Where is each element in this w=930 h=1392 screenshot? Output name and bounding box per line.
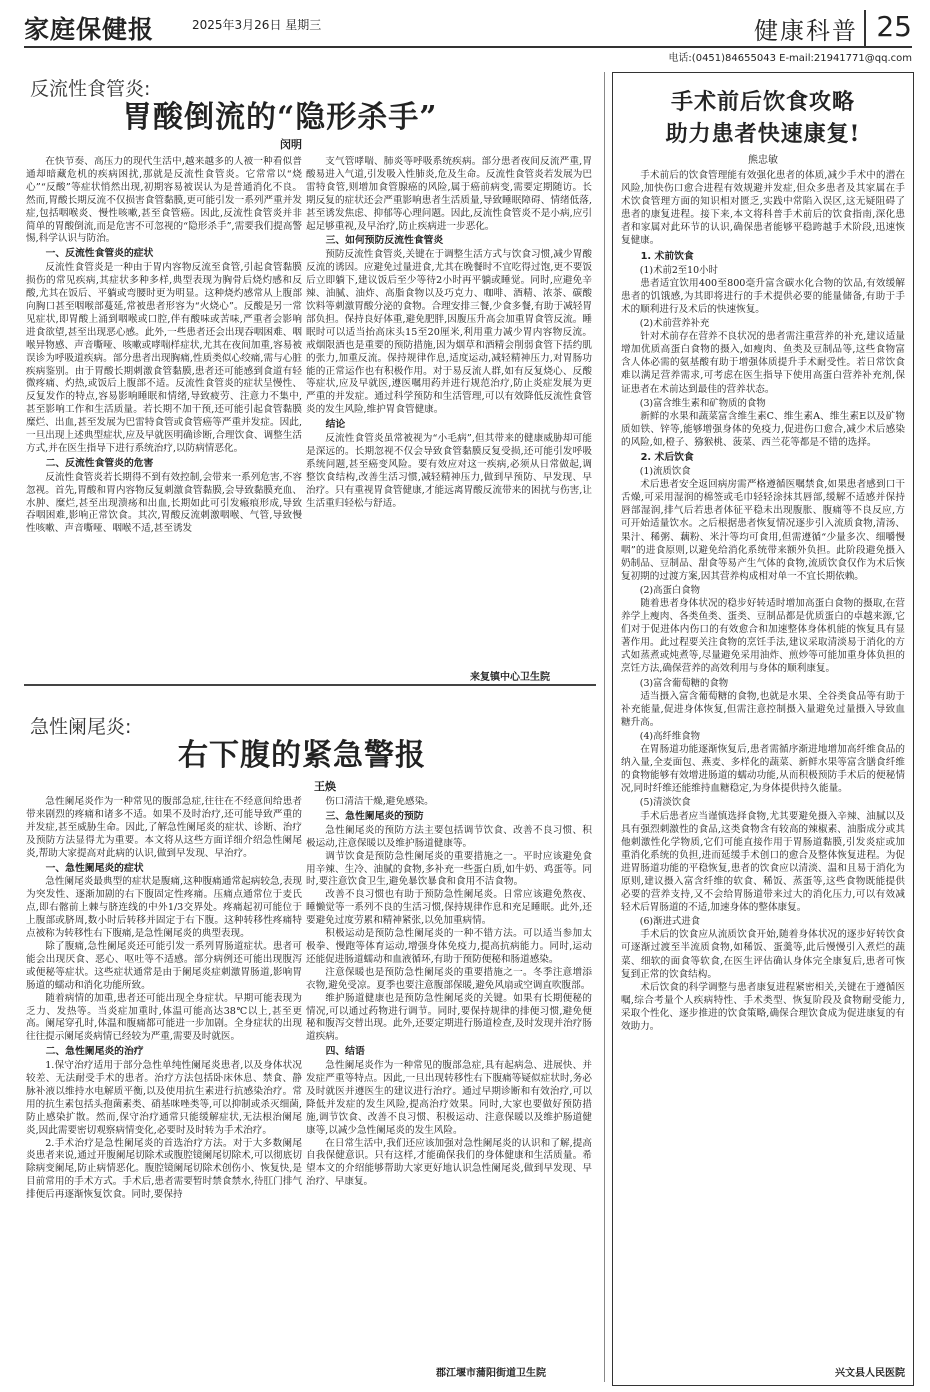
paragraph: 反流性食管炎若长期得不到有效控制,会带来一系列危害,不容忽视。首先,胃酸和胃内容物反复刺激食管黏膜,会导致黏膜充血、水肿、糜烂,甚至出现溃疡和出血,长期如此可引发瘢痕形成,导致吞咽困难,影响正常饮食。其次,胃酸反流刺激咽喉、气管,导致慢性咳嗽、声音嘶哑、咽喉不适,甚至诱发 — [26, 471, 302, 535]
section-heading: 二、急性阑尾炎的治疗 — [45, 1046, 144, 1058]
section-heading: (3)富含葡萄糖的食物 — [639, 677, 729, 689]
contact-info: 电话:(0451)84655043 E-mail:21941771@qq.com — [668, 53, 912, 64]
section-heading: (1)流质饮食 — [639, 466, 691, 478]
article1-column-2 — [306, 156, 592, 662]
article-divider — [24, 684, 596, 686]
paragraph: 在快节奏、高压力的现代生活中,越来越多的人被一种看似普通却暗藏危机的疾病困扰,那就是反流性食管炎。它常常以“烧心”“反酸”等症状悄然出现,初期容易被误认为是普通消化不良。然而,胃酸长期反流不仅损害食管黏膜,更可能引发一系列严重并发症,包括咽喉炎、慢性咳嗽,甚至食管癌。因此,反流性食管炎并非简单的胃酸倒流,而是危害不可忽视的“隐形杀手”,需要我们提高警惕,科学认识与防治。 — [26, 156, 302, 245]
paragraph: 在胃肠道功能逐渐恢复后,患者需循序渐进地增加高纤维食品的纳入量,全麦面包、燕麦、多样化的蔬菜、新鲜水果等富含膳食纤维的食物能够有效增进肠道的蠕动功能,从而积极预防手术后的便秘情况,同时纤维还能维持血糖稳定,为身体提供持久能量。 — [621, 744, 905, 795]
paragraph: 针对术前存在营养不良状况的患者需注重营养的补充,建议适量增加优质高蛋白食物的摄入,如瘦肉、鱼类及豆制品等,这些食物富含人体必需的氨基酸有助于增强体质提升手术耐受性。若日常饮食难以满足营养需求,可考虑在医生指导下使用高蛋白营养补充剂,保证患者在术前达到最佳的营养状态。 — [621, 331, 905, 395]
paragraph: 预防反流性食管炎,关键在于调整生活方式与饮食习惯,减少胃酸反流的诱因。应避免过量进食,尤其在晚餐时不宜吃得过饱,更不要饭后立即躺下,建议饭后至少等待2小时再平躺或睡觉。同时,应避免辛辣、油腻、油炸、高脂食物以及巧克力、咖啡、酒精、浓茶、碳酸饮料等刺激胃酸分泌的食物。合理安排三餐,少食多餐,有助于减轻胃部负担。保持良好体重,避免肥胖,因腹压升高会加重胃食管反流。睡眠时可以适当抬高床头15至20厘米,利用重力减少胃内容物反流。戒烟限酒也是重要的预防措施,因为烟草和酒精会削弱食管下括约肌的张力,加重反流。保持规律作息,适度运动,减轻精神压力,对胃肠功能的正常运作也有积极作用。对于易反流人群,如有反复烧心、反酸等症状,应及早就医,遵医嘱用药并进行规范治疗,防止炎症发展为更严重的并发症。通过科学预防和生活管理,可以有效降低反流性食管炎的发生风险,维护胃食管健康。 — [306, 249, 592, 416]
section-name: 健康科普 — [754, 17, 858, 45]
paragraph: 急性阑尾炎最典型的症状是腹痛,这种腹痛通常起病较急,表现为突发性、逐渐加剧的右下腹固定性疼痛。压痛点通常位于麦氏点,即右髂前上棘与脐连线的中外1/3交界处。疼痛起初可能位于上腹部或脐周,数小时后转移并固定于右下腹。这种转移性疼痛特点被称为转移性右下腹痛,是急性阑尾炎的典型表现。 — [26, 876, 302, 940]
newspaper-name: 家庭保健报 — [24, 15, 155, 44]
section-heading: 三、急性阑尾炎的预防 — [325, 810, 424, 822]
article1-author: 闵明 — [280, 138, 302, 151]
paragraph: 急性阑尾炎作为一种常见的腹部急症,往往在不经意间给患者带来剧烈的疼痛和诸多不适。如果不及时治疗,还可能导致严重的并发症,甚至威胁生命。因此,了解急性阑尾炎的症状、诊断、治疗及预防方法显得尤为重要。本文将从这些方面详细介绍急性阑尾炎,帮助大家提高对此病的认识,做到早发现、早治疗。 — [26, 796, 302, 859]
article2-kicker: 急性阑尾炎: — [30, 716, 132, 738]
paragraph: 手术前后的饮食管理能有效强化患者的体质,减少手术中的潜在风险,加快伤口愈合进程有效规避并发症,但众多患者及其家属在手术饮食管理方面的知识相对匮乏,实践中常陷入误区,这无疑阻碍了患者的康复进程。接下来,本文将科普手术前后的饮食指南,深化患者和家属对此环节的认识,确保患者能够平稳跨越手术阶段,迅速恢复健康。 — [621, 170, 905, 247]
paragraph: 急性阑尾炎作为一种常见的腹部急症,具有起病急、进展快、并发症严重等特点。因此,一旦出现转移性右下腹痛等疑似症状时,务必及时就医并遵医生的建议进行治疗。通过早期诊断和有效治疗,可以降低并发症的发生风险,提高治疗效果。同时,大家也要做好预防措施,调节饮食、改善不良习惯、积极运动、注意保暖以及维护肠道健康等,以减少急性阑尾炎的发生风险。 — [306, 1060, 592, 1136]
paragraph: 手术后患者应当谨慎选择食物,尤其要避免摄入辛辣、油腻以及具有强烈刺激性的食品,这类食物含有较高的辣椒素、油脂成分或其他刺激性化学物质,它们可能直接作用于胃肠道黏膜,引发炎症或加重消化系统的负担,进而延缓手术创口的愈合及整体恢复进程。为促进胃肠道功能的平稳恢复,患者的饮食应以清淡、温和且易于消化为原则,建议摄入富含纤维的软食、稀饭、蒸蛋等,这些食物既能提供必要的营养支持,又不会给胃肠道带来过大的消化压力,可以有效减轻术后胃肠道的不适,加速身体的整体康复。 — [621, 810, 905, 914]
paragraph: 手术后的饮食应从流质饮食开始,随着身体状况的逐步好转饮食可逐渐过渡至半流质食物,如稀饭、蛋羹等,此后慢慢引入煮烂的蔬菜、细软的面食等软食,在医生评估确认身体完全康复后,患者可恢复到正常的饮食结构。 — [621, 929, 905, 980]
section-heading: 二、反流性食管炎的危害 — [45, 457, 154, 469]
date-text: 2025年3月26日 — [192, 18, 282, 32]
paragraph: 反流性食管炎虽常被视为“小毛病”,但其带来的健康威胁却可能是深远的。长期忽视不仅会导致食管黏膜反复受损,还可能引发呼吸系统问题,甚至癌变风险。要有效应对这一疾病,必须从日常做起,调整饮食结构,改善生活习惯,减轻精神压力,做到早预防、早发现、早治疗。只有重视胃食管健康,才能远离胃酸反流带来的困扰与伤害,让生活重归轻松与舒适。 — [306, 433, 592, 509]
paragraph: 改善不良习惯也有助于预防急性阑尾炎。日常应该避免熬夜、睡懒觉等一系列不良的生活习惯,保持规律作息和充足睡眠。此外,还要避免过度劳累和精神紧张,以免加重病情。 — [306, 889, 592, 927]
section-heading: 四、结语 — [325, 1046, 365, 1058]
article1-column-1 — [26, 156, 302, 660]
section-heading: 1. 术前饮食 — [640, 250, 694, 262]
paragraph: 注意保暖也是预防急性阑尾炎的重要措施之一。冬季注意增添衣物,避免受凉。夏季也要注意腹部保暖,避免风扇或空调直吹腹部。 — [306, 966, 592, 991]
article2-column-2 — [306, 796, 592, 1356]
paragraph: 随着病情的加重,患者还可能出现全身症状。早期可能表现为乏力、发热等。当炎症加重时,体温可能高达38℃以上,甚至更高。阑尾穿孔时,体温和腹痛都可能进一步加剧。全身症状的出现往往提示阑尾炎病情已经较为严重,需要及时就医。 — [26, 992, 302, 1043]
sidebar-article — [612, 72, 914, 1386]
article2-author: 王焕 — [314, 780, 336, 793]
paragraph: 除了腹痛,急性阑尾炎还可能引发一系列胃肠道症状。患者可能会出现厌食、恶心、呕吐等不适感。部分病例还可能出现腹泻或便秘等症状。这些症状通常是由于阑尾炎症刺激胃肠道,影响胃肠道的蠕动和消化功能所致。 — [26, 940, 302, 991]
paragraph: 伤口清洁干燥,避免感染。 — [325, 796, 434, 807]
article1-source: 来复镇中心卫生院 — [470, 672, 550, 683]
section-heading: (4)高纤维食物 — [639, 730, 700, 742]
paragraph: 随着患者身体状况的稳步好转适时增加高蛋白食物的摄取,在营养学上瘦肉、各类鱼类、蛋类、豆制品都是优质蛋白的卓越来源,它们对于促进体内伤口的有效愈合和加速整体身体机能的恢复具有显著作用。此过程要关注食物的烹饪手法,建议采取清淡易于消化的方式如蒸煮或炖煮等,尽量避免采用油炸、煎炒等可能加重身体负担的烹饪方法,确保营养的高效利用与身体的顺利康复。 — [621, 598, 905, 675]
section-heading: 三、如何预防反流性食管炎 — [325, 235, 444, 247]
paragraph: 反流性食管炎是一种由于胃内容物反流至食管,引起食管黏膜损伤的常见疾病,其症状多种多样,典型表现为胸骨后烧灼感和反酸,尤其在饭后、平躺或弯腰时更为明显。这种烧灼感常从上腹部向胸口甚至咽喉部蔓延,常被患者形容为“火烧心”。反酸是另一常见症状,即胃酸上涌到咽喉或口腔,伴有酸味或苦味,严重者会影响进食欲望,甚至出现恶心感。此外,一些患者还会出现吞咽困难、咽喉异物感、声音嘶哑、咳嗽或哮喘样症状,尤其在夜间加重,容易被误诊为呼吸道疾病。部分患者出现胸痛,性质类似心绞痛,需与心脏疾病鉴别。由于胃酸长期刺激食管黏膜,患者还可能感到食道有轻微疼痛、灼热,或饭后上腹部不适。反流性食管炎的症状呈慢性、反复发作的特点,容易影响睡眠和情绪,导致疲劳、注意力不集中,甚至影响工作和生活质量。若长期不加干预,还可能引起食管黏膜糜烂、出血,甚至发展为巴雷特食管或食管癌等严重并发症。因此,一旦出现上述典型症状,应及早就医明确诊断,合理饮食、调整生活方式,并在医生指导下进行系统治疗,以防病情恶化。 — [26, 262, 302, 454]
paragraph: 在日常生活中,我们还应该加强对急性阑尾炎的认识和了解,提高自我保健意识。只有这样,才能确保我们的身体健康和生活质量。希望本文的介绍能够帮助大家更好地认识急性阑尾炎,做到早发现、早治疗、早康复。 — [306, 1137, 592, 1188]
article2-column-1 — [26, 796, 302, 1382]
sidebar-title-line2: 助力患者快速康复! — [665, 121, 861, 147]
article2-title: 右下腹的紧急警报 — [178, 738, 426, 773]
section-heading: 一、急性阑尾炎的症状 — [45, 862, 144, 874]
section-heading: 结论 — [325, 419, 346, 431]
sidebar-source: 兴文县人民医院 — [835, 1368, 905, 1379]
paragraph: 术后患者安全返回病房需严格遵循医嘱禁食,如果患者感到口干舌燥,可采用湿润的棉签或毛巾轻轻涂抹其唇部,缓解不适感并保持唇部湿润,排气后若患者体征平稳未出现腹胀、腹痛等不良反应,方可开始适量饮水。之后根据患者恢复情况逐步引入流质食物,清汤、果汁、稀粥、藕粉、米汁等均可食用,但需遵循“少量多次、细嚼慢咽”的进食原则,以避免给消化系统带来额外负担。此阶段避免摄入奶制品、豆制品、甜食等易产生气体的食物,流质饮食仅作为术后恢复初期的过渡方案,因其营养构成相对单一不宜长期依赖。 — [621, 479, 905, 582]
masthead-divider — [864, 10, 866, 46]
paragraph: 支气管哮喘、肺炎等呼吸系统疾病。部分患者夜间反流严重,胃酸易进入气道,引发吸入性肺炎,危及生命。反流性食管炎若发展为巴雷特食管,则增加食管腺癌的风险,属于癌前病变,需要定期随访。长期反复的症状还会严重影响患者生活质量,导致睡眠障碍、情绪低落,甚至诱发焦虑、抑郁等心理问题。因此,反流性食管炎不是小病,应引起足够重视,及早治疗,防止疾病进一步恶化。 — [306, 156, 592, 232]
paragraph: 积极运动是预防急性阑尾炎的一种不错方法。可以适当参加太极拳、慢跑等体育运动,增强身体免疫力,提高抗病能力。同时,运动还能促进肠道蠕动和血液循环,有助于预防便秘和肠道感染。 — [306, 928, 592, 965]
section-heading: (2)术前营养补充 — [639, 318, 710, 330]
paragraph: 适当摄入富含葡萄糖的食物,也就是水果、全谷类食品等有助于补充能量,促进身体恢复,但需注意控制摄入量避免过量摄入导致血糖升高。 — [621, 690, 905, 728]
sidebar-author: 熊忠敏 — [748, 155, 778, 166]
sidebar-title-line1: 手术前后饮食攻略 — [670, 89, 855, 115]
section-heading: 2. 术后饮食 — [640, 451, 694, 463]
article2-source: 郡江堰市蒲阳街道卫生院 — [436, 1368, 546, 1379]
section-heading: (2)高蛋白食物 — [639, 584, 700, 596]
paragraph: 调节饮食是预防急性阑尾炎的重要措施之一。平时应该避免食用辛辣、生冷、油腻的食物,多补充一些蛋白质,如牛奶、鸡蛋等。同时,要注意饮食卫生,避免暴饮暴食和食用不洁食物。 — [306, 850, 592, 888]
paragraph: 急性阑尾炎的预防方法主要包括调节饮食、改善不良习惯、积极运动,注意保暖以及维护肠道健康等。 — [306, 824, 592, 849]
section-heading: (1)术前2至10小时 — [639, 264, 718, 276]
column-divider — [604, 72, 605, 1382]
paragraph: 2.手术治疗是急性阑尾炎的首选治疗方法。对于大多数阑尾炎患者来说,通过开腹阑尾切除术或腹腔镜阑尾切除术,可以彻底切除病变阑尾,防止病情恶化。腹腔镜阑尾切除术创伤小、恢复快,是目前常用的手术方式。手术后,患者需要暂时禁食禁水,待肛门排气排便后再逐渐恢复饮食。同时,要保持 — [26, 1137, 302, 1201]
paragraph: 患者适宜饮用400至800毫升富含碳水化合物的饮品,有效缓解患者的饥饿感,为其即将进行的手术提供必要的能量储备,有助于手术的顺利进行及术后的快速恢复。 — [621, 277, 905, 315]
paragraph: 术后饮食的科学调整与患者康复进程紧密相关,关键在于遵循医嘱,综合考量个人疾病特性、手术类型、恢复阶段及食物耐受能力,采取个性化、逐步推进的饮食策略,确保合理饮食成为促进康复的有效助力。 — [621, 981, 905, 1032]
section-heading: (3)富含维生素和矿物质的食物 — [639, 397, 766, 409]
paragraph: 新鲜的水果和蔬菜富含维生素C、维生素A、维生素E以及矿物质如铁、锌等,能够增强身体的免疫力,促进伤口愈合,减少术后感染的风险,如,橙子、猕猴桃、菠菜、西兰花等都是不错的选择。 — [621, 410, 905, 448]
paragraph: 维护肠道健康也是预防急性阑尾炎的关键。如果有长期便秘的情况,可以通过药物进行调节。同时,要保持规律的排便习惯,避免便秘和腹泻交替出现。此外,还要定期进行肠道检查,及时发现并治疗肠道疾病。 — [306, 992, 592, 1043]
article1-title: 胃酸倒流的“隐形杀手” — [122, 100, 438, 135]
section-heading: 一、反流性食管炎的症状 — [45, 248, 154, 260]
section-heading: (6)渐进式进食 — [639, 916, 700, 928]
issue-date — [192, 16, 321, 33]
weekday-text: 星期三 — [285, 18, 322, 32]
page-number: 25 — [876, 10, 912, 43]
sidebar-body — [621, 169, 905, 1359]
article1-kicker: 反流性食管炎: — [30, 78, 151, 100]
section-heading: (5)清淡饮食 — [639, 797, 691, 809]
masthead — [24, 10, 912, 48]
paragraph: 1.保守治疗适用于部分急性单纯性阑尾炎患者,以及身体状况较差、无法耐受手术的患者。治疗方法包括卧床休息、禁食、静脉补液以维持水电解质平衡,以及使用抗生素进行抗感染治疗。常用的抗生素包括头孢菌素类、硝基咪唑类等,可以抑制或杀灭细菌,防止感染扩散。然而,保守治疗通常只能缓解症状,无法根治阑尾炎,因此需要密切观察病情变化,必要时及时转为手术治疗。 — [26, 1060, 302, 1136]
